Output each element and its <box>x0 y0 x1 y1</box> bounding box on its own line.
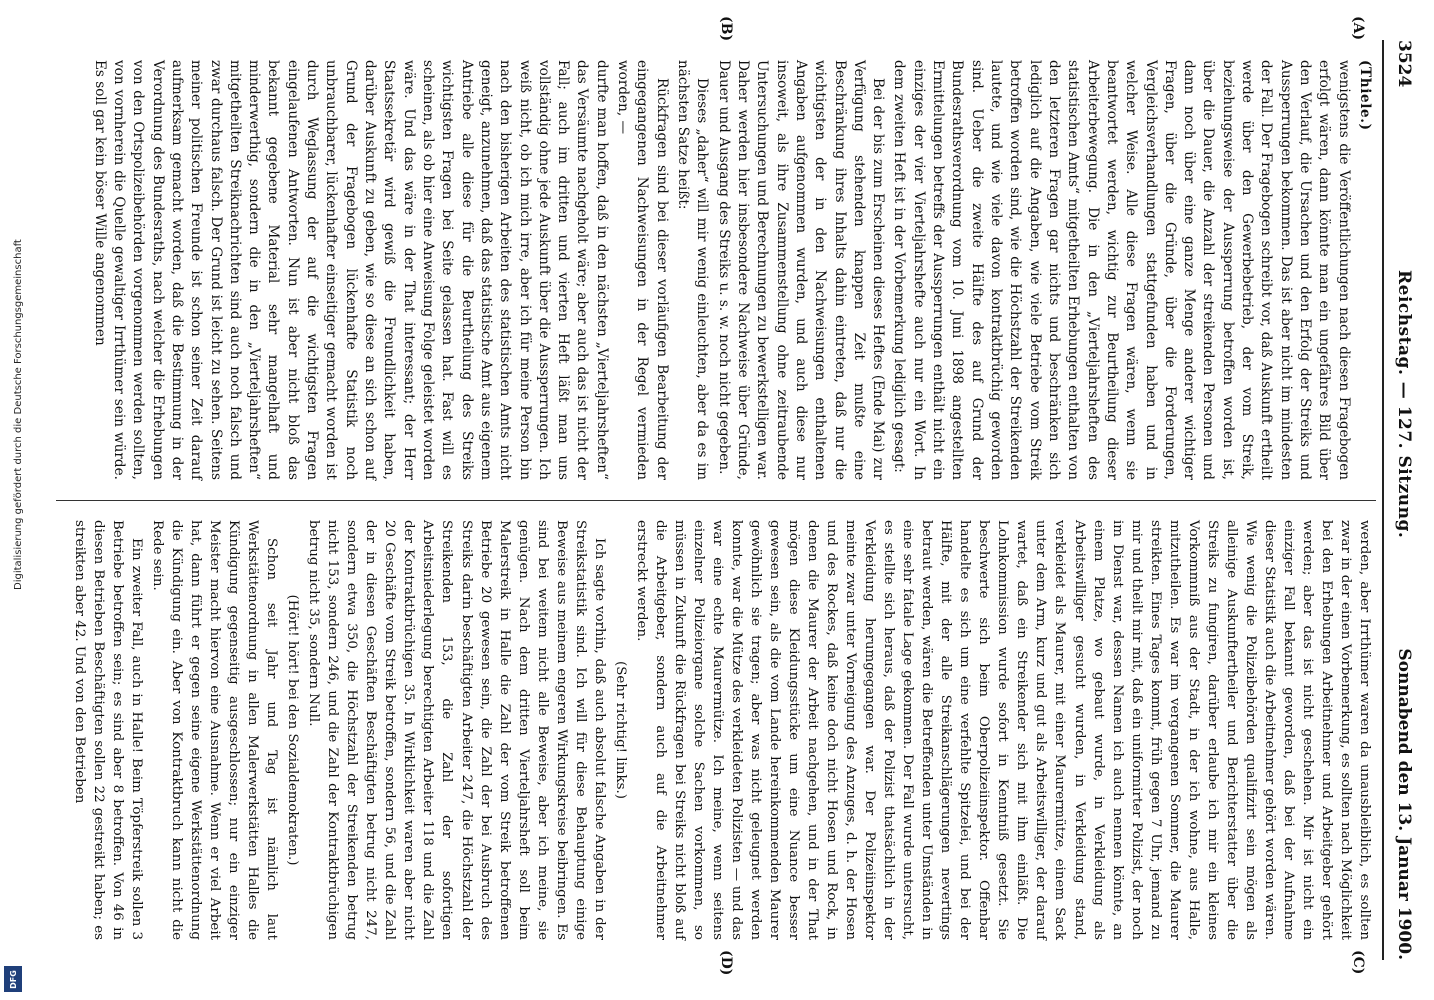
paragraph: wenigstens die Veröffentlichungen nach diesen Fragebogen erfolgt wären, dann könnte man ein ungefähres Bild über den Verlauf, die Ursachen und den Erfolg der Streiks und Aussperrungen bekommen. Das ist aber nicht im mindesten der Fall. Der Fragebogen schreibt vor, daß Auskunft ertheilt werde über den Gewerbebetrieb, der vom Streik, beziehungsweise der Aussperrung betroffen worden ist, über die Dauer, die Anzahl der streikenden Personen und dann noch über eine ganze Menge anderer wichtiger Fragen, über die Gründe, über die Forderungen, Vergleichsverhandlungen stattgefunden haben und in welcher Weise. Alle diese Fragen wären, wenn sie beantwortet werden, wichtig zur Beurtheilung dieser Arbeiterbewegung. Die in den „Vierteljahrsheften des statistischen Amts“ mitgetheilten Erhebungen enthalten von den letzteren Fragen gar nichts und beschränken sich lediglich auf die Angaben, wie viele Betriebe vom Streik betroffen worden sind, wie die Höchstzahl der Streikenden lautete, und wie viele davon kontraktbrüchig geworden sind. Ueber die zweite Hälfte des auf Grund der Bundesrathsverordnung vom 10. Juni 1898 angestellten Ermittelungen betreffs der Aussperrungen enthält nicht ein einziges der vier Vierteljahrshefte auch nur ein Wort. In dem zweiten Heft ist in der Vorbemerkung lediglich gesagt: <box>891 60 1352 480</box>
paragraph: durfte man hoffen, daß in den nächsten „Vierteljahrsheften“ das Versäumte nachgeholt wäre; aber auch das ist nicht der Fall; auch im dritten und vierten Heft läßt man uns vollständig ohne jede Auskunft über die Aussperrungen. Ich weiß nicht, ob ich mich irre, aber ich für meine Person bin nach den bisherigen Arbeiten des statistischen Amts nicht geneigt, anzunehmen, daß das statistische Amt aus eigenem Antriebe alle diese für die Beurtheilung des Streiks wichtigsten Fragen bei Seite gelassen hat. Fast will es scheinen, als ob hier eine Anweisung Folge geleistet worden wäre. Und das wäre in der That interessant; der Herr Staatssekretär wird gewiß die Freundlichkeit haben, darüber Auskunft zu geben, wie so diese an sich schon auf Grund der Fragebogen lückenhafte Statistik noch unbrauchbarer, lückenhafter einseitiger gemacht worden ist durch Weglassung der auf die wichtigsten Fragen eingelaufenen Antworten. Nun ist aber nicht bloß das bekannt gegebene Material sehr mangelhaft und minderwerthig, sondern die in den „Vierteljahrsheften“ mitgetheilten Streiknachrichten sind auch noch falsch und zwar durchaus falsch. Der Grund ist leicht zu sehen. Seitens meiner politischen Freunde ist schon seiner Zeit darauf aufmerksam gemacht worden, daß die Bestimmung in der Verordnung des Bundesraths, nach welcher die Erhebungen von den Ortspolizeibehörden vorgenommen werden sollten, von vornherein die Quelle gewaltiger Irrthümer sein würde. Es soll gar kein böser Wille angenommen <box>91 60 610 480</box>
page-header <box>1382 40 1422 960</box>
paragraph: Dieses „daher“ will mir wenig einleuchten, aber da es im nächsten Satze heißt: <box>675 60 711 480</box>
digitization-credit: Digitalisierung gefördert durch die Deutsche Forschungsgemeinschaft <box>13 239 24 590</box>
interjection: (Hört! hört! bei den Sozialdemokraten.) <box>285 594 301 866</box>
paragraph: Schon seit Jahr und Tag ist nämlich laut Werkstättenordnung in allen Malerwerkstätten Halles die Kündigung gegenseitig ausgeschlossen; nur ein einziger Meister macht hiervon eine Ausnahme. Wenn er viel Arbeit hat, dann führt er gegen seine eigene Werkstättenordnung die Kündigung ein. Aber von Kontraktbruch kann nicht die Rede sein. <box>150 520 280 940</box>
right-column <box>68 520 1374 940</box>
margin-mark-a: (A) <box>1350 16 1366 41</box>
digitization-sidebar <box>2 0 22 1000</box>
paragraph: Ein zweiter Fall, auch in Halle! Beim Töpferstreik sollen 3 Betriebe betroffen sein; es sind aber 8 betroffen. Von 46 in diesen Betrieben Beschäftigten sollen 22 gestreikt haben; es streikten aber 42. Und von den Betrieben <box>71 520 144 940</box>
dfg-logo: DFG <box>4 966 22 992</box>
header-date: Sonnabend den 13. Januar 1900. <box>1394 648 1414 960</box>
paragraph: werden, aber Irrthümer waren da unausbleiblich, es sollten zwar in der einen Vorbemerkung, es sollten nach Möglichkeit bei den Erhebungen Arbeitnehmer und Arbeitgeber gehört werden; aber das ist nicht geschehen. Mir ist nicht ein einziger Fall bekannt geworden, daß bei der Aufnahme dieser Statistik auch die Arbeitnehmer gehört worden wären. Wie wenig die Polizeibehörden qualifizirt sein mögen als alleinige Auskunftertheiler und Berichterstatter über die Streiks zu fungiren, darüber erlaube ich mir ein kleines Vorkommniß aus der Stadt, in der ich wohne, aus Halle, mitzutheilen. Es war im vergangenen Sommer, die Maurer streikten. Eines Tages kommt, früh gegen 7 Uhr, jemand zu mir und theilt mir mit, daß ein uniformirter Polizist, der noch im Dienst war, dessen Namen ich auch nennen könnte, an einem Platze, wo gebaut wurde, in Verkleidung als Arbeitswilliger gesucht wurden, in Verkleidung stand, verkleidet als Maurer, mit einer Maurermütze, einem Sack unter dem Arm, kurz und gut als Arbeitswilliger, der darauf wartet, daß ein Streikender sich mit ihm einläßt. Die Lohnkommission wurde sofort in Kenntniß gesetzt. Sie beschwerte sich beim Oberpolizeiinspektor. Offenbar handelte es sich um eine verfehlte Spitzelei, und bei der Hälfte, mit der alle Streikanschlägerungen nevertings betraut werden, wären die Betreffenden unter Umständen in eine sehr fatale Lage gekommen. Der Fall wurde untersucht, es stellte sich heraus, daß der Polizist thatsächlich in der Verkleidung herumgegangen war. Der Polizeiinspektor meinte zwar unter Vorneigung des Anzuges, d. h. der Hosen und des Rockes, daß keine doch nicht Hosen und Rock, in denen die Maurer der Arbeit nachgehen, und in der That mögen diese Kleidungsstücke um eine Nuance besser gewesen sein, als die vom Lande hereinkommenden Maurer gewöhnlich sie tragen; aber was nicht geleugnet werden konnte, war die Mütze des verkleideten Polizisten — und das war eine echte Maurermütze. Ich meine, wenn seitens einzelner Polizeiorgane solche Sachen vorkommen, so müssen in Zukunft die Rückfragen bei Streiks nicht bloß auf die Arbeitgeber, sondern auch auf die Arbeitnehmer erstreckt werden. <box>633 520 1372 940</box>
quoted-paragraph: Bei der bis zum Erscheinen dieses Heftes (Ende Mai) zur Verfügung stehenden knappen Zeit mußte eine Beschränkung ihres Inhalts dahin eintreten, daß nur die wichtigsten der in den Nachweisungen enthaltenen Angaben aufgenommen wurden, und auch diese nur insoweit, als ihre Zusammenstellung ohne zeitraubende Untersuchungen und Berechnungen zu bewerkstelligen war. Daher werden hier insbesondere Nachweise über Gründe, Dauer und Ausgang des Streiks u. s. w. noch nicht gegeben. <box>715 60 887 480</box>
header-rule <box>1382 40 1384 960</box>
page-number: 3524 <box>1394 40 1414 88</box>
left-column <box>87 60 1374 480</box>
paragraph: Ich sagte vorhin, daß auch absolut falsche Angaben in der Streikstatistik sind. Ich will für diese Behauptung einige Beweise aus meinem engeren Wirkungskreise beibringen. Es sind bei weitem nicht alle Beweise, aber ich meine, sie genügen. Nach dem dritten Vierteljahrsheft soll beim Malerstreik in Halle die Zahl der vom Streik betroffenen Betriebe 20 gewesen sein, die Zahl der bei Ausbruch des Streiks darin beschäftigten Arbeiter 247, die Höchstzahl der Streikenden 153, die Zahl der sofortigen Arbeitsniederlegung berechtigten Arbeiter 118 und die Zahl der Kontraktbrüchigen 35. In Wirklichkeit waren aber nicht 20 Geschäfte vom Streik betroffen, sondern 56, und die Zahl der in diesen Geschäften Beschäftigten betrug nicht 247, sondern etwa 350, die Höchstzahl der Streikenden betrug nicht 153, sondern 246, und die Zahl der Kontraktbrüchigen betrug nicht 35, sondern Null. <box>306 520 607 940</box>
speaker-label: (Thiele.) <box>1357 60 1373 131</box>
rotated-page <box>44 0 1434 1000</box>
margin-mark-c: (C) <box>1350 950 1366 975</box>
margin-mark-b: (B) <box>718 16 734 42</box>
running-head: Reichstag. — 127. Sitzung. <box>1394 270 1414 539</box>
margin-mark-d: (D) <box>718 950 734 976</box>
column-divider <box>56 500 1376 501</box>
quoted-paragraph: Rückfragen sind bei dieser vorläufigen Bearbeitung der eingegangenen Nachweisungen in der Regel vermieden worden, — <box>615 60 670 480</box>
interjection: (Sehr richtig! links.) <box>612 661 628 799</box>
